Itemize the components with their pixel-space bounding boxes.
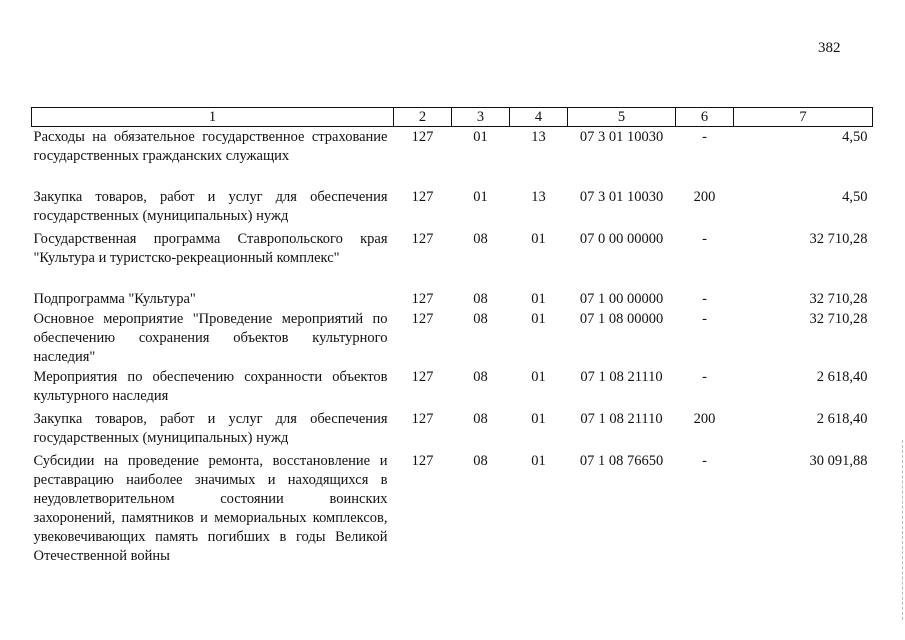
row-subsection-code: 13 <box>531 189 546 205</box>
row-expense-type: - <box>702 231 707 247</box>
row-subsection-code: 01 <box>531 369 546 385</box>
row-expense-type: - <box>702 369 707 385</box>
table-row <box>32 367 873 409</box>
row-amount: 4,50 <box>842 129 868 145</box>
row-name: Расходы на обязательное государственное страхование государственных гражданских служащих <box>33 129 388 164</box>
row-ministry-code: 127 <box>411 291 434 307</box>
budget-table <box>31 107 873 566</box>
row-target-article: 07 1 08 76650 <box>579 453 664 469</box>
table-row <box>32 229 873 289</box>
header-cell-4: 4 <box>510 108 568 127</box>
row-section-code: 01 <box>473 189 488 205</box>
row-name: Основное мероприятие "Проведение мероприятий по обеспечению сохранения объектов культурного наследия" <box>33 311 388 365</box>
header-cell-1: 1 <box>32 108 394 127</box>
row-name: Государственная программа Ставропольского края "Культура и туристско-рекреационный комплекс" <box>33 231 388 266</box>
row-expense-type: - <box>702 311 707 327</box>
header-cell-5: 5 <box>568 108 676 127</box>
row-section-code: 08 <box>473 369 488 385</box>
row-subsection-code: 01 <box>531 291 546 307</box>
row-ministry-code: 127 <box>411 189 434 205</box>
row-target-article: 07 3 01 10030 <box>579 129 664 145</box>
table-row <box>32 409 873 451</box>
row-ministry-code: 127 <box>411 311 434 327</box>
row-amount: 4,50 <box>842 189 868 205</box>
row-ministry-code: 127 <box>411 129 434 145</box>
row-subsection-code: 01 <box>531 453 546 469</box>
row-ministry-code: 127 <box>411 453 434 469</box>
row-section-code: 01 <box>473 129 488 145</box>
row-expense-type: 200 <box>693 189 716 205</box>
row-ministry-code: 127 <box>411 369 434 385</box>
row-expense-type: - <box>702 291 707 307</box>
row-expense-type: 200 <box>693 411 716 427</box>
row-name: Закупка товаров, работ и услуг для обеспечения государственных (муниципальных) нужд <box>33 411 388 446</box>
table-row <box>32 127 873 188</box>
row-target-article: 07 1 00 00000 <box>579 291 664 307</box>
row-amount: 32 710,28 <box>809 311 868 327</box>
row-name: Субсидии на проведение ремонта, восстановление и реставрацию наиболее значимых и находящихся в неудовлетворительном состоянии воинских захоронений, памятников и мемориальных комплексов, увековечивающих память погибших в годы Великой Отечественной войны <box>33 453 388 564</box>
row-amount: 30 091,88 <box>809 453 868 469</box>
row-subsection-code: 01 <box>531 411 546 427</box>
page-number: 382 <box>818 40 841 56</box>
row-name: Мероприятия по обеспечению сохранности объектов культурного наследия <box>33 369 388 404</box>
row-target-article: 07 1 08 00000 <box>579 311 664 327</box>
table-row <box>32 451 873 566</box>
row-section-code: 08 <box>473 311 488 327</box>
row-section-code: 08 <box>473 411 488 427</box>
header-cell-2: 2 <box>394 108 452 127</box>
row-target-article: 07 1 08 21110 <box>580 369 663 385</box>
row-ministry-code: 127 <box>411 231 434 247</box>
row-name: Закупка товаров, работ и услуг для обеспечения государственных (муниципальных) нужд <box>33 189 388 224</box>
row-subsection-code: 01 <box>531 231 546 247</box>
row-section-code: 08 <box>473 453 488 469</box>
row-subsection-code: 13 <box>531 129 546 145</box>
header-cell-3: 3 <box>452 108 510 127</box>
row-section-code: 08 <box>473 291 488 307</box>
table-row <box>32 309 873 367</box>
row-expense-type: - <box>702 129 707 145</box>
table-row <box>32 289 873 309</box>
row-amount: 32 710,28 <box>809 231 868 247</box>
header-cell-6: 6 <box>676 108 734 127</box>
row-name: Подпрограмма "Культура" <box>33 291 196 307</box>
row-subsection-code: 01 <box>531 311 546 327</box>
row-ministry-code: 127 <box>411 411 434 427</box>
row-target-article: 07 1 08 21110 <box>580 411 663 427</box>
row-expense-type: - <box>702 453 707 469</box>
row-amount: 2 618,40 <box>816 369 868 385</box>
table-row <box>32 187 873 229</box>
scan-edge-rule <box>901 440 903 620</box>
row-section-code: 08 <box>473 231 488 247</box>
row-target-article: 07 3 01 10030 <box>579 189 664 205</box>
row-target-article: 07 0 00 00000 <box>579 231 664 247</box>
header-row <box>32 108 873 127</box>
row-amount: 32 710,28 <box>809 291 868 307</box>
row-amount: 2 618,40 <box>816 411 868 427</box>
header-cell-7: 7 <box>734 108 873 127</box>
